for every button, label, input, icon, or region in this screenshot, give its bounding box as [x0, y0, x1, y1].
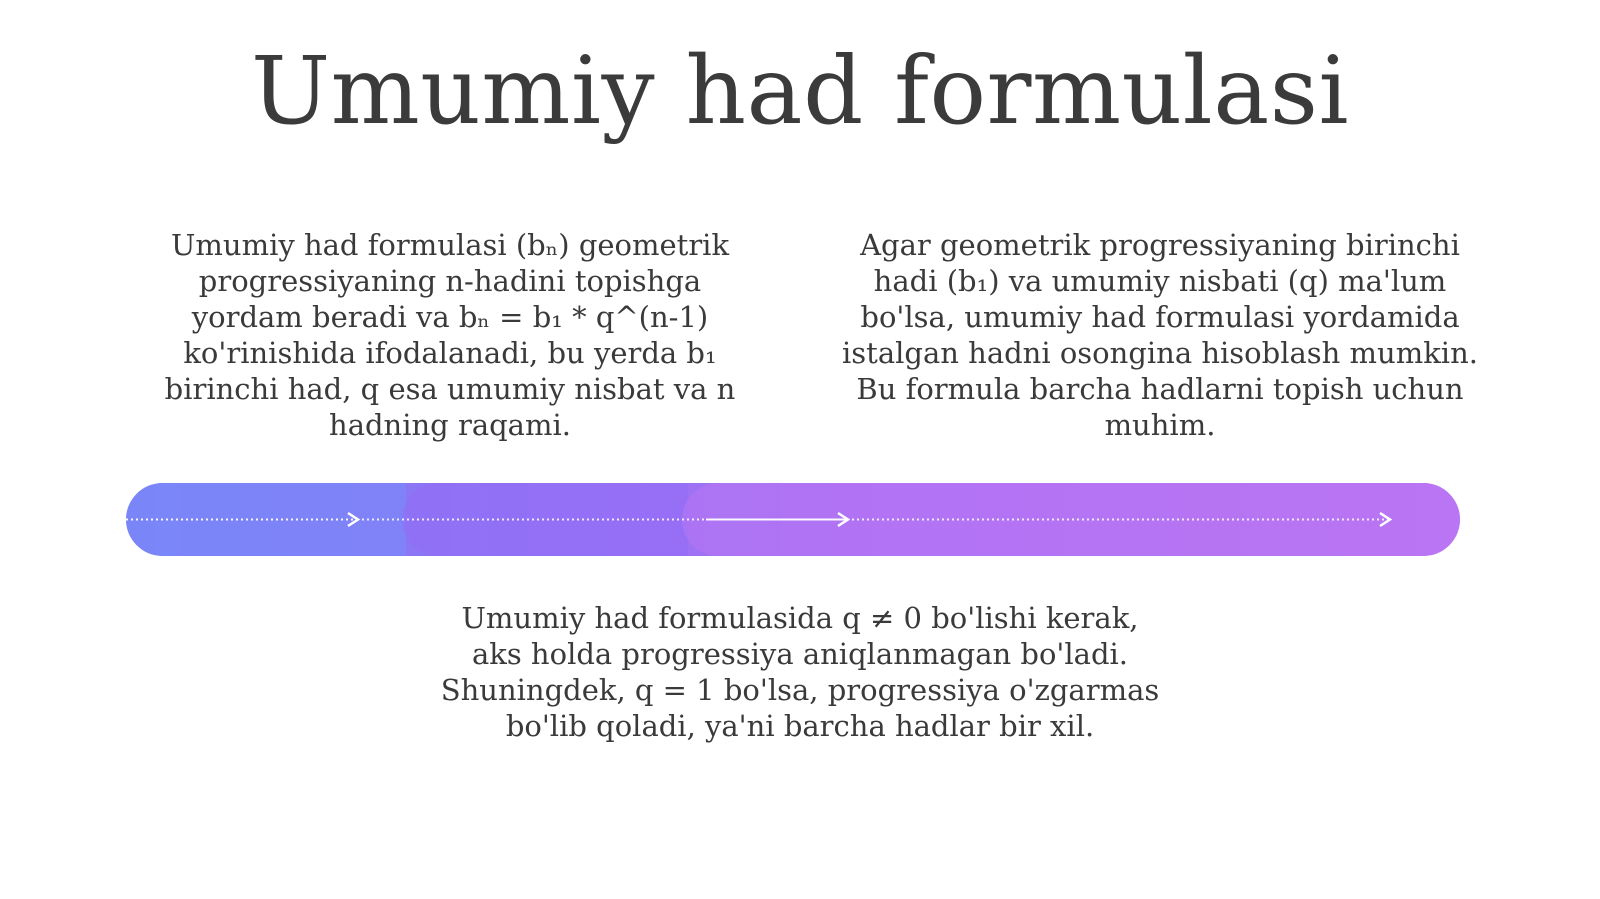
arrow-right-icon	[1380, 513, 1390, 526]
right-paragraph: Agar geometrik progressiyaning birinchi hadi (b₁) va umumiy nisbati (q) ma'lum bo'lsa, umumiy had formulasi yordamida istalgan hadni osongina hisoblash mumkin. Bu formula barcha hadlarni topish uchun muhim.	[842, 228, 1478, 442]
timeline-arrows	[126, 483, 1460, 556]
bottom-paragraph: Umumiy had formulasida q ≠ 0 bo'lishi kerak, aks holda progressiya aniqlanmagan bo'ladi. Shuningdek, q = 1 bo'lsa, progressiya o'zgarmas bo'lib qoladi, ya'ni barcha hadlar bir xil.	[440, 601, 1160, 743]
left-paragraph: Umumiy had formulasi (bₙ) geometrik progressiyaning n-hadini topishga yordam beradi va bₙ = b₁ * q^(n-1) ko'rinishida ifodalanadi, bu yerda b₁ birinchi had, q esa umumiy nisbat va n hadning raqami.	[164, 228, 736, 442]
slide-title: Umumiy had formulasi	[250, 37, 1350, 146]
progress-timeline	[126, 483, 1460, 556]
arrow-right-icon	[348, 513, 358, 526]
